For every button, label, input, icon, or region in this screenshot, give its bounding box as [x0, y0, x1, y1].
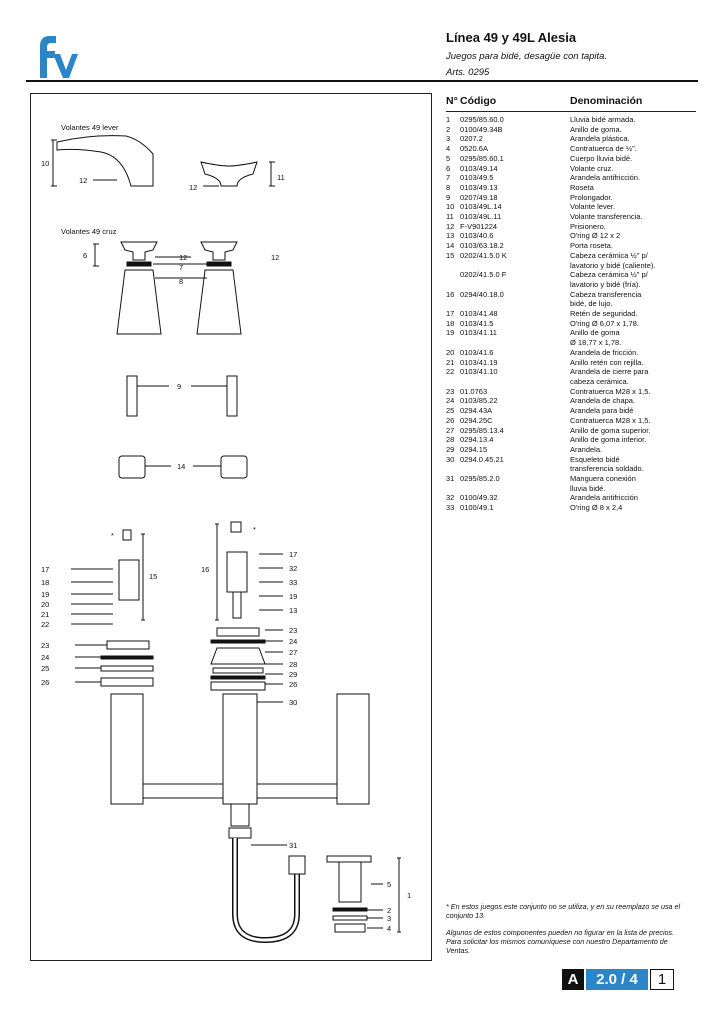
- row-name: Retén de seguridad.: [570, 309, 638, 319]
- header-name: Denominación: [570, 95, 643, 107]
- table-row: [446, 406, 696, 416]
- row-number: 4: [446, 144, 451, 154]
- row-name: Manguera conexión: [570, 474, 636, 484]
- row-code: 0103/41.6: [460, 347, 494, 357]
- callout-26b: 26: [289, 680, 298, 689]
- row-number: [446, 484, 460, 494]
- table-row: [446, 445, 696, 455]
- table-row: [446, 503, 696, 513]
- row-number: [446, 280, 460, 290]
- row-name: transferencia soldado.: [570, 464, 644, 474]
- table-row: [446, 261, 696, 271]
- row-name: Cuerpo lluvia bidé.: [570, 153, 633, 163]
- callout-13: 13: [289, 606, 298, 615]
- table-row: [446, 416, 696, 426]
- table-row: [446, 426, 696, 436]
- table-row: [446, 319, 696, 329]
- callout-26a: 26: [41, 678, 50, 687]
- page-subtitle: Juegos para bidé, desagüe con tapita.: [446, 51, 608, 62]
- callout-31: 31: [289, 841, 298, 850]
- row-code: 0100/49.32: [460, 493, 498, 503]
- table-row: [446, 164, 696, 174]
- row-code: F-V901224: [460, 221, 498, 231]
- callout-30: 30: [289, 698, 298, 707]
- row-code: 0103/41.5: [460, 318, 494, 328]
- row-number: 17: [446, 309, 455, 319]
- callout-8: 8: [179, 277, 184, 286]
- callout-17a: 17: [41, 565, 50, 574]
- row-code: 01.0763: [460, 386, 488, 396]
- row-code: [460, 280, 570, 290]
- callout-12d: 12: [271, 253, 280, 262]
- callout-25: 25: [41, 664, 50, 673]
- row-code: 0295/85.60.0: [460, 115, 504, 124]
- table-row: [446, 212, 696, 222]
- row-name: Arandela antifricción.: [570, 173, 641, 183]
- row-name: Arandela de cierre para: [570, 367, 649, 377]
- page-sheet: 1: [650, 969, 674, 990]
- row-name: Arandela de chapa.: [570, 396, 636, 406]
- table-row: [446, 125, 696, 135]
- row-name: Volante lever.: [570, 202, 616, 212]
- table-row: [446, 367, 696, 377]
- callout-6: 6: [83, 251, 88, 260]
- row-code: [460, 338, 570, 348]
- row-code: 0103/40.6: [460, 231, 494, 241]
- row-code: 0100/49.1: [460, 503, 494, 513]
- fv-logo: [26, 30, 78, 80]
- row-name: Arandela para bidé: [570, 406, 634, 416]
- table-row: [446, 231, 696, 241]
- row-number: 31: [446, 474, 455, 484]
- table-row: [446, 358, 696, 368]
- row-name: cabeza cerámica.: [570, 376, 629, 386]
- row-code: 0295/85.2.0: [460, 474, 500, 484]
- row-code: 0294.15: [460, 444, 488, 454]
- callout-29: 29: [289, 670, 298, 679]
- header-number: N°: [446, 95, 458, 107]
- row-code: 0207.2: [460, 134, 483, 144]
- page-index: 2.0 / 4: [586, 969, 648, 990]
- row-name: Anillo de goma: [570, 328, 620, 338]
- row-name: Contratuerca M28 x 1,5.: [570, 415, 651, 425]
- callout-14: 14: [177, 462, 186, 471]
- row-number: 10: [446, 202, 455, 212]
- row-code: 0103/49.14: [460, 163, 498, 173]
- row-name: lluvia bidé.: [570, 483, 606, 493]
- callout-12b: 12: [189, 183, 198, 192]
- row-name: Lluvia bidé armada.: [570, 115, 636, 124]
- row-code: [460, 484, 570, 494]
- callout-16: 16: [201, 565, 210, 574]
- row-name: lavatorio y bidé (caliente).: [570, 260, 656, 270]
- row-code: 0103/49L.14: [460, 202, 502, 212]
- row-number: 3: [446, 134, 451, 144]
- table-row: [446, 328, 696, 338]
- label-lever: Volantes 49 lever: [61, 123, 119, 132]
- header-divider: [26, 80, 698, 82]
- row-number: [446, 261, 460, 271]
- row-name: Esqueleto bidé: [570, 454, 620, 464]
- row-name: Anillo de goma superior.: [570, 425, 651, 435]
- callout-9: 9: [177, 382, 182, 391]
- callout-23b: 23: [289, 626, 298, 635]
- table-row: [446, 115, 696, 125]
- row-code: [460, 377, 570, 387]
- footnote-sales: Algunos de estos componentes pueden no figurar en la lista de precios. Para solicitar los mismos comuníquese con nuestro Departamento de Ventas.: [446, 928, 675, 955]
- row-number: 26: [446, 415, 455, 425]
- parts-table-body: [446, 115, 696, 513]
- callout-17b: 17: [289, 550, 298, 559]
- callout-21: 21: [41, 610, 50, 619]
- row-number: 18: [446, 318, 455, 328]
- row-number: 19: [446, 328, 455, 338]
- row-number: 33: [446, 503, 455, 513]
- row-name: Porta roseta.: [570, 241, 613, 251]
- row-number: 16: [446, 289, 455, 299]
- row-code: 0103/41.19: [460, 357, 498, 367]
- row-code: 0295/85.60.1: [460, 153, 504, 163]
- table-row: [446, 377, 696, 387]
- callout-28: 28: [289, 660, 298, 669]
- callout-star-right: *: [253, 525, 256, 534]
- callout-32: 32: [289, 564, 298, 573]
- row-number: 2: [446, 124, 451, 134]
- table-row: [446, 435, 696, 445]
- row-number: [446, 270, 460, 280]
- row-code: 0103/63.18.2: [460, 241, 504, 251]
- row-number: 22: [446, 367, 455, 377]
- row-name: Roseta: [570, 182, 594, 192]
- row-name: O'ring Ø 12 x 2: [570, 231, 621, 241]
- callout-4: 4: [387, 924, 392, 933]
- row-name: Ø 18,77 x 1,78.: [570, 338, 622, 348]
- row-name: Volante cruz.: [570, 163, 614, 173]
- table-row: [446, 484, 696, 494]
- table-row: [446, 270, 696, 280]
- row-name: lavatorio y bidé (fría).: [570, 279, 641, 289]
- row-number: 24: [446, 396, 455, 406]
- callout-27: 27: [289, 648, 298, 657]
- callout-18: 18: [41, 578, 50, 587]
- page-section: A: [562, 969, 584, 990]
- row-number: [446, 299, 460, 309]
- table-row: [446, 348, 696, 358]
- callout-12c: 12: [179, 253, 188, 262]
- row-name: O'ring Ø 8 x 2,4: [570, 503, 623, 513]
- row-code: 0294.13.4: [460, 435, 494, 445]
- row-name: Arandela de fricción.: [570, 347, 639, 357]
- row-number: 15: [446, 250, 455, 260]
- table-row: [446, 464, 696, 474]
- row-name: Cabeza transferencia: [570, 289, 642, 299]
- table-row: [446, 387, 696, 397]
- callout-15: 15: [149, 572, 158, 581]
- exploded-view-diagram: [30, 93, 432, 961]
- row-name: Cabeza cerámica ½" p/: [570, 250, 648, 260]
- row-name: Volante transferencia.: [570, 212, 643, 222]
- table-row: [446, 144, 696, 154]
- callout-20: 20: [41, 600, 50, 609]
- row-number: 1: [446, 115, 451, 124]
- row-code: [460, 261, 570, 271]
- row-code: 0294.0.45.21: [460, 454, 504, 464]
- callout-12a: 12: [79, 176, 88, 185]
- callout-24a: 24: [41, 653, 50, 662]
- callout-3: 3: [387, 914, 392, 923]
- callout-24b: 24: [289, 637, 298, 646]
- row-number: 6: [446, 163, 451, 173]
- table-row: [446, 154, 696, 164]
- table-row: [446, 493, 696, 503]
- row-name: Arandela.: [570, 444, 603, 454]
- table-row: [446, 309, 696, 319]
- table-row: [446, 455, 696, 465]
- callout-19a: 19: [41, 590, 50, 599]
- row-name: Anillo retén con rejilla.: [570, 357, 644, 367]
- row-number: 27: [446, 425, 455, 435]
- row-number: [446, 464, 460, 474]
- row-name: Contratuerca de ½".: [570, 144, 637, 154]
- parts-table-header: [446, 95, 696, 109]
- row-code: 0100/49.34B: [460, 124, 503, 134]
- table-row: [446, 173, 696, 183]
- page-number-badge: [562, 969, 674, 990]
- row-code: 0103/49.5: [460, 173, 494, 183]
- callout-1: 1: [407, 891, 412, 900]
- table-row: [446, 183, 696, 193]
- row-name: Contratuerca M28 x 1,5.: [570, 386, 651, 396]
- table-row: [446, 193, 696, 203]
- page-title: Línea 49 y 49L Alesia: [446, 30, 577, 45]
- table-row: [446, 474, 696, 484]
- table-row: [446, 241, 696, 251]
- article-number: Arts. 0295: [446, 67, 490, 78]
- row-number: 13: [446, 231, 455, 241]
- table-row: [446, 299, 696, 309]
- row-code: 0103/85.22: [460, 396, 498, 406]
- callout-10: 10: [41, 159, 50, 168]
- row-number: 11: [446, 212, 454, 222]
- callout-5: 5: [387, 880, 392, 889]
- table-row: [446, 251, 696, 261]
- row-code: 0103/49L.11: [460, 212, 502, 222]
- row-number: 29: [446, 444, 455, 454]
- table-row: [446, 222, 696, 232]
- table-row: [446, 134, 696, 144]
- table-row: [446, 290, 696, 300]
- footnote-star: * En estos juegos este conjunto no se utiliza, y en su reemplazo se usa el conjunto 13.: [446, 902, 681, 920]
- callout-2: 2: [387, 906, 392, 915]
- header-rule: [446, 111, 696, 112]
- callout-19b: 19: [289, 592, 298, 601]
- row-number: 28: [446, 435, 455, 445]
- row-number: [446, 338, 460, 348]
- row-number: 32: [446, 493, 455, 503]
- row-code: [460, 464, 570, 474]
- row-number: 12: [446, 221, 455, 231]
- row-number: 7: [446, 173, 451, 183]
- callout-22: 22: [41, 620, 50, 629]
- row-code: [460, 299, 570, 309]
- row-name: Prolongador.: [570, 192, 613, 202]
- row-code: 0294.43A: [460, 406, 493, 416]
- callout-11: 11: [277, 173, 285, 182]
- row-name: Arandela antifricción: [570, 493, 638, 503]
- callout-33: 33: [289, 578, 298, 587]
- row-code: 0295/85.13.4: [460, 425, 504, 435]
- row-number: 14: [446, 241, 455, 251]
- table-row: [446, 202, 696, 212]
- row-name: Anillo de goma inferior.: [570, 435, 647, 445]
- table-row: [446, 396, 696, 406]
- row-number: 23: [446, 386, 455, 396]
- callout-23a: 23: [41, 641, 50, 650]
- row-number: 25: [446, 406, 455, 416]
- row-name: Arandela plástica.: [570, 134, 630, 144]
- row-name: Cabeza cerámica ½" p/: [570, 270, 648, 280]
- row-code: 0202/41.5.0 F: [460, 270, 507, 280]
- row-code: 0294/40.18.0: [460, 289, 504, 299]
- row-number: [446, 377, 460, 387]
- row-name: Prisionero.: [570, 221, 606, 231]
- row-number: 5: [446, 153, 451, 163]
- label-cruz: Volantes 49 cruz: [61, 227, 117, 236]
- parts-table: [446, 95, 696, 513]
- callout-star-left: *: [111, 531, 114, 540]
- row-code: 0202/41.5.0 K: [460, 250, 507, 260]
- table-row: [446, 280, 696, 290]
- diagram-svg: [31, 94, 433, 962]
- row-code: 0207/49.18: [460, 192, 498, 202]
- row-name: bidé, de lujo.: [570, 299, 613, 309]
- row-number: 9: [446, 192, 451, 202]
- row-code: 0103/41.10: [460, 367, 498, 377]
- row-code: 0294.25C: [460, 415, 493, 425]
- row-code: 0103/41.48: [460, 309, 498, 319]
- row-number: 8: [446, 182, 451, 192]
- row-name: Anillo de goma.: [570, 124, 622, 134]
- header-code: Código: [460, 95, 497, 107]
- row-number: 20: [446, 347, 455, 357]
- row-code: 0103/41.11: [460, 328, 497, 338]
- row-code: 0103/49.13: [460, 182, 498, 192]
- row-code: 0520.6A: [460, 144, 488, 154]
- table-row: [446, 338, 696, 348]
- row-number: 21: [446, 357, 455, 367]
- callout-7: 7: [179, 263, 184, 272]
- row-number: 30: [446, 454, 455, 464]
- row-name: O'ring Ø 6,07 x 1,78.: [570, 318, 639, 328]
